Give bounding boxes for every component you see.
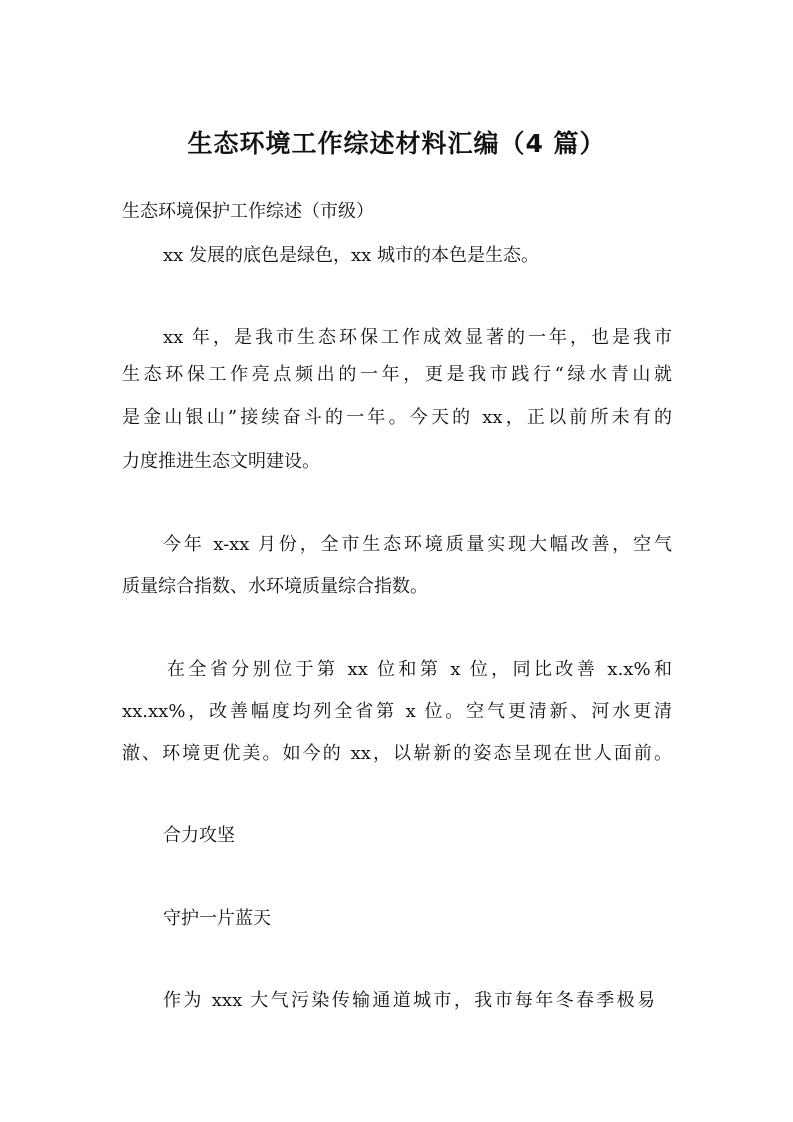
paragraph-line: xx 年，是我市生态环保工作成效显著的一年，也是我市 [163,327,672,348]
document-title: 生态环境工作综述材料汇编（4 篇） [187,129,606,158]
paragraph-line: 在全省分别位于第 xx 位和第 x 位，同比改善 x.x%和 [167,659,672,680]
paragraph-line: xx.xx%，改善幅度均列全省第 x 位。空气更清新、河水更清 [122,701,672,722]
paragraph-line: xx 发展的底色是绿色，xx 城市的本色是生态。 [163,245,540,266]
paragraph-line: 是金山银山”接续奋斗的一年。今天的 xx，正以前所未有的 [122,407,672,428]
paragraph-line: 质量综合指数、水环境质量综合指数。 [122,576,428,597]
paragraph-line: 生态环保工作亮点频出的一年，更是我市践行“绿水青山就 [122,364,672,385]
subheading-line: 守护一片蓝天 [163,908,271,929]
paragraph-line: 力度推进生态文明建设。 [122,451,320,472]
subheading-line: 合力攻坚 [163,825,235,846]
paragraph-line: 今年 x-xx 月份，全市生态环境质量实现大幅改善，空气 [163,534,672,555]
section-heading: 生态环境保护工作综述（市级） [122,201,374,222]
paragraph-line: 作为 xxx 大气污染传输通道城市，我市每年冬春季极易 [163,990,655,1011]
paragraph-line: 澈、环境更优美。如今的 xx，以崭新的姿态呈现在世人面前。 [122,743,672,764]
